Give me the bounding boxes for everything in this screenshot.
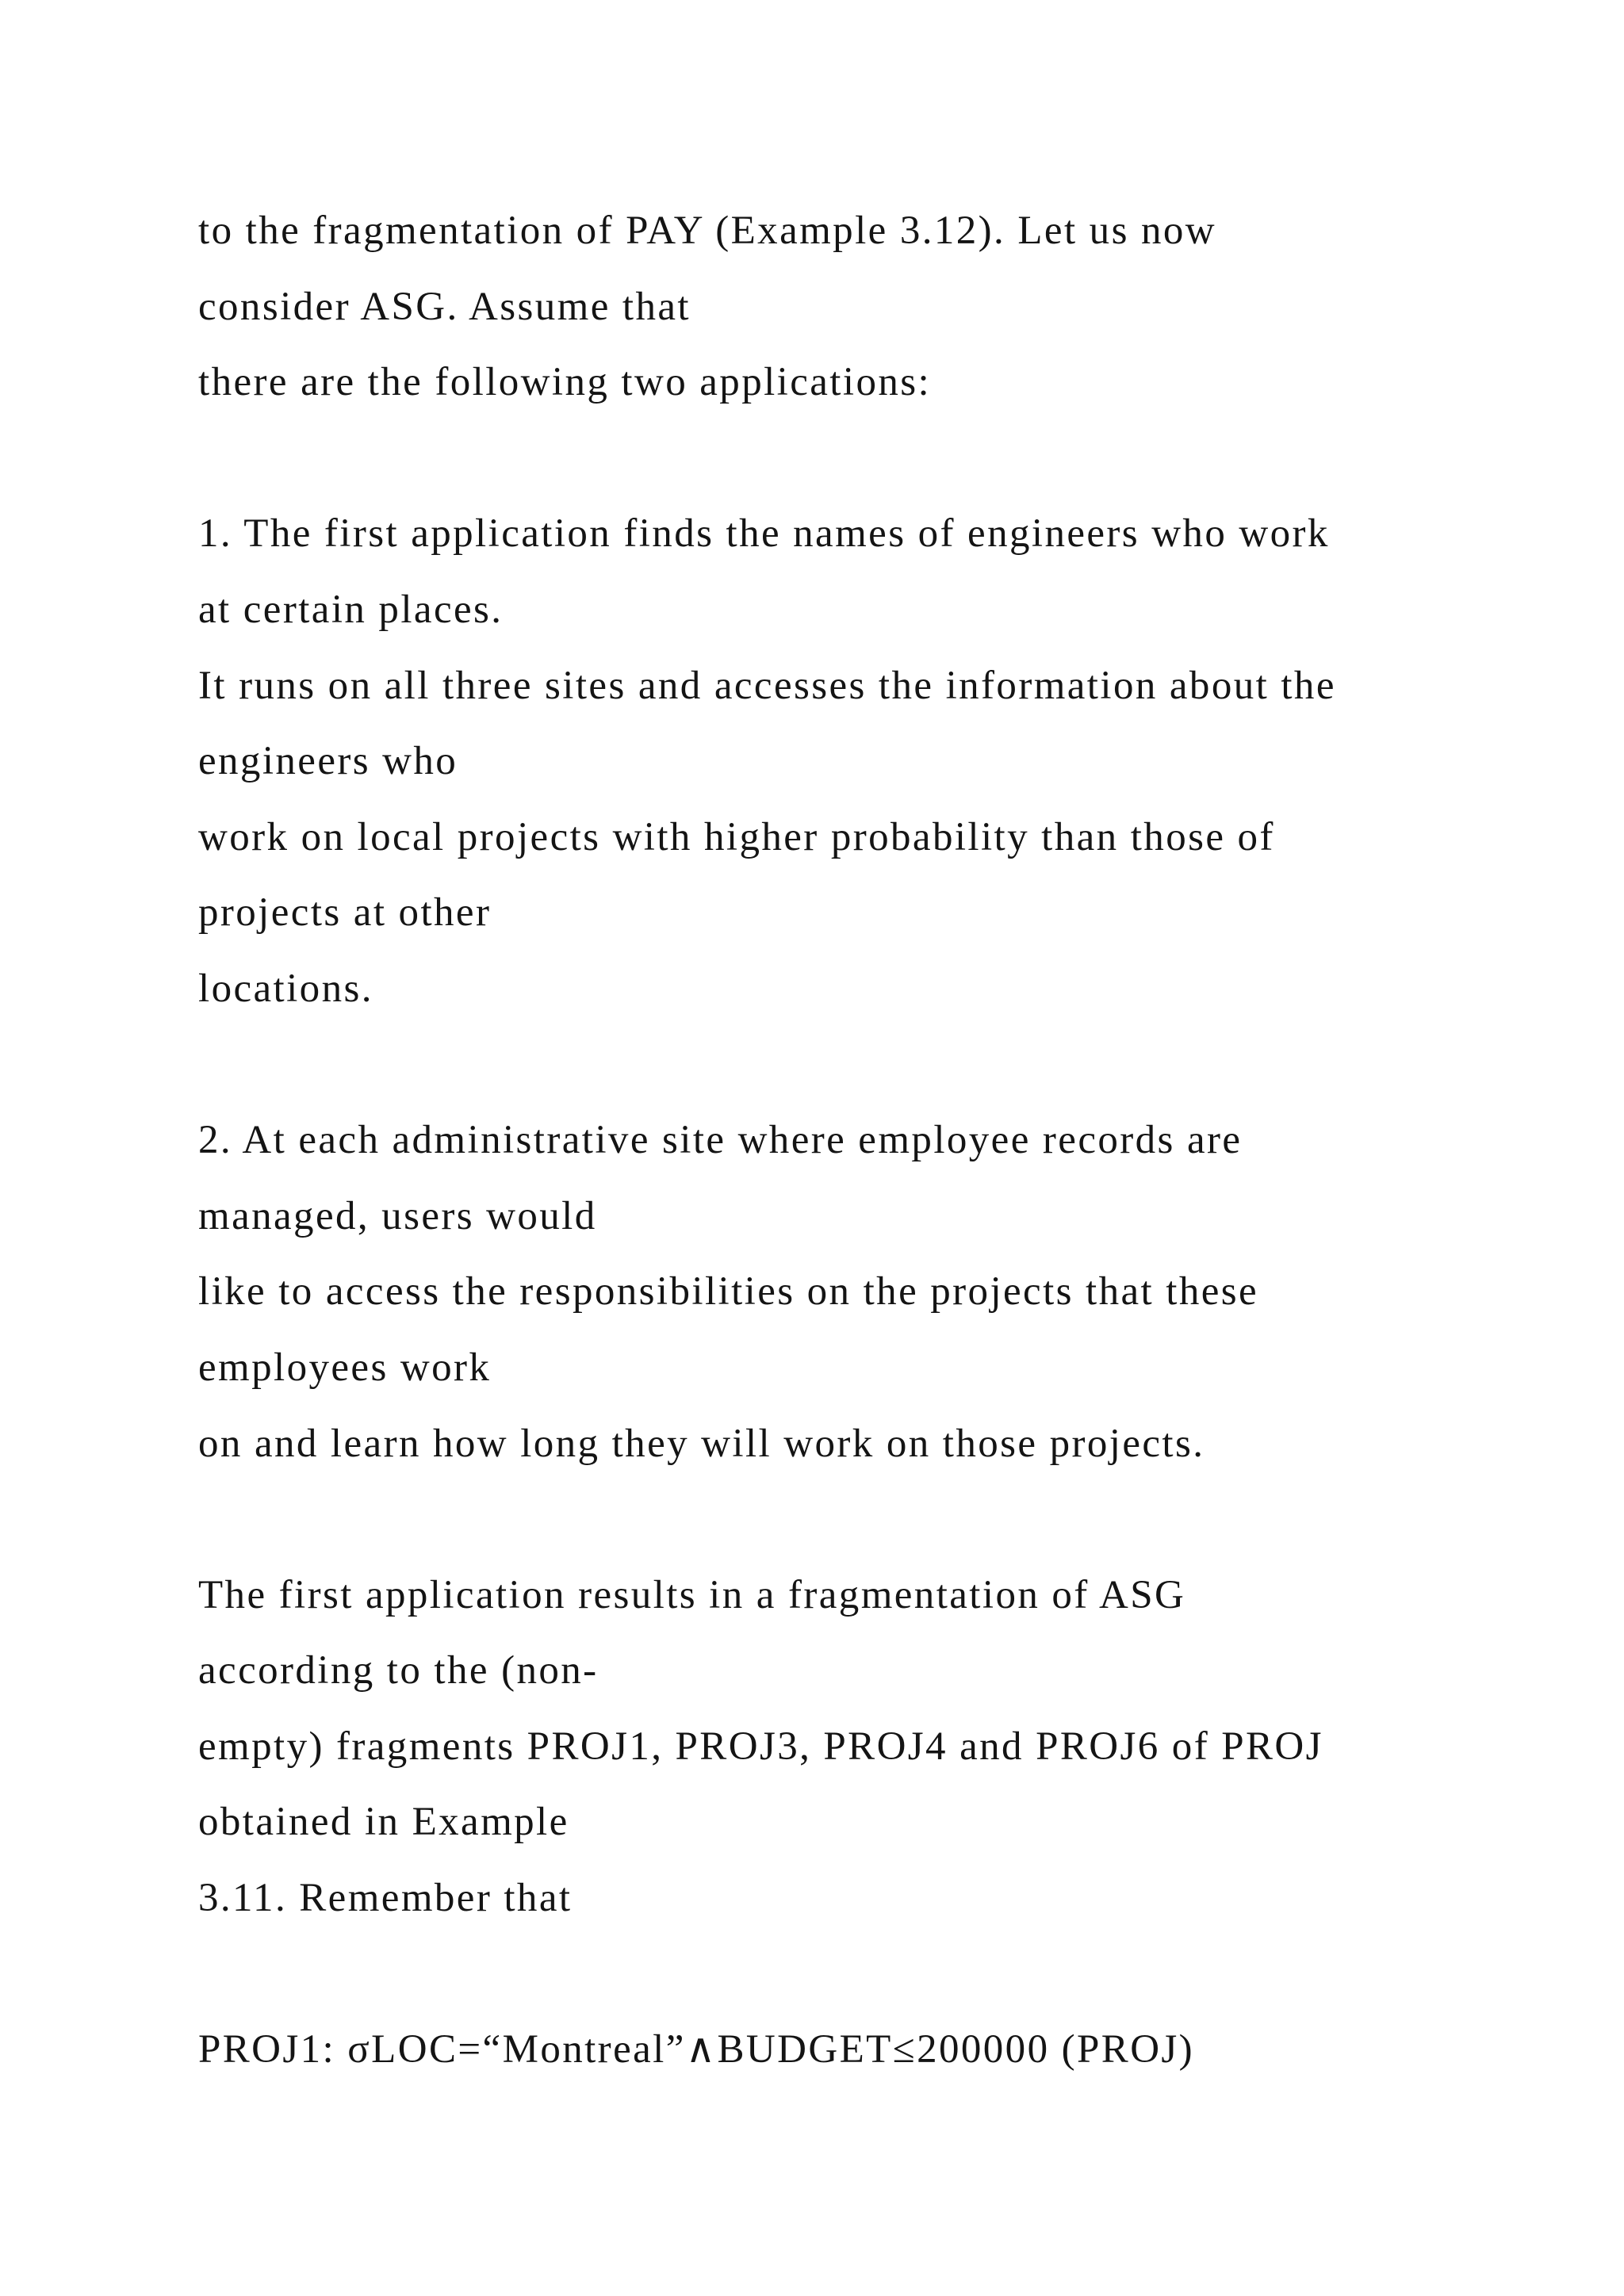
text-line: 3.11. Remember that bbox=[198, 1876, 573, 1921]
text-line: engineers who bbox=[198, 739, 458, 784]
blank-line bbox=[198, 1937, 1467, 2013]
text-line: It runs on all three sites and accesses the information about the bbox=[198, 663, 1336, 708]
text-line: 1. The first application finds the names of engineers who work bbox=[198, 511, 1330, 557]
text-line: there are the following two applications: bbox=[198, 360, 932, 405]
document-body bbox=[198, 193, 1467, 2088]
formula-line: PROJ1: σLOC=“Montreal”∧BUDGET≤200000 (PROJ) bbox=[198, 2027, 1195, 2072]
blank-line bbox=[198, 1482, 1467, 1558]
text-line: like to access the responsibilities on the projects that these bbox=[198, 1269, 1259, 1314]
text-line: 2. At each administrative site where employee records are bbox=[198, 1118, 1243, 1163]
text-line: empty) fragments PROJ1, PROJ3, PROJ4 and PROJ6 of PROJ bbox=[198, 1724, 1323, 1769]
text-line: according to the (non- bbox=[198, 1648, 599, 1693]
text-line: consider ASG. Assume that bbox=[198, 284, 691, 329]
text-line: to the fragmentation of PAY (Example 3.12). Let us now bbox=[198, 209, 1216, 253]
text-line: at certain places. bbox=[198, 587, 504, 632]
text-line: obtained in Example bbox=[198, 1800, 569, 1845]
blank-line bbox=[198, 1027, 1467, 1104]
text-line: The first application results in a fragmentation of ASG bbox=[198, 1572, 1186, 1617]
text-line: work on local projects with higher probability than those of bbox=[198, 814, 1275, 859]
text-line: on and learn how long they will work on those projects. bbox=[198, 1421, 1205, 1466]
text-line: employees work bbox=[198, 1345, 492, 1390]
text-line: locations. bbox=[198, 966, 373, 1011]
blank-line bbox=[198, 421, 1467, 497]
text-line: managed, users would bbox=[198, 1193, 597, 1238]
text-line: projects at other bbox=[198, 890, 492, 936]
